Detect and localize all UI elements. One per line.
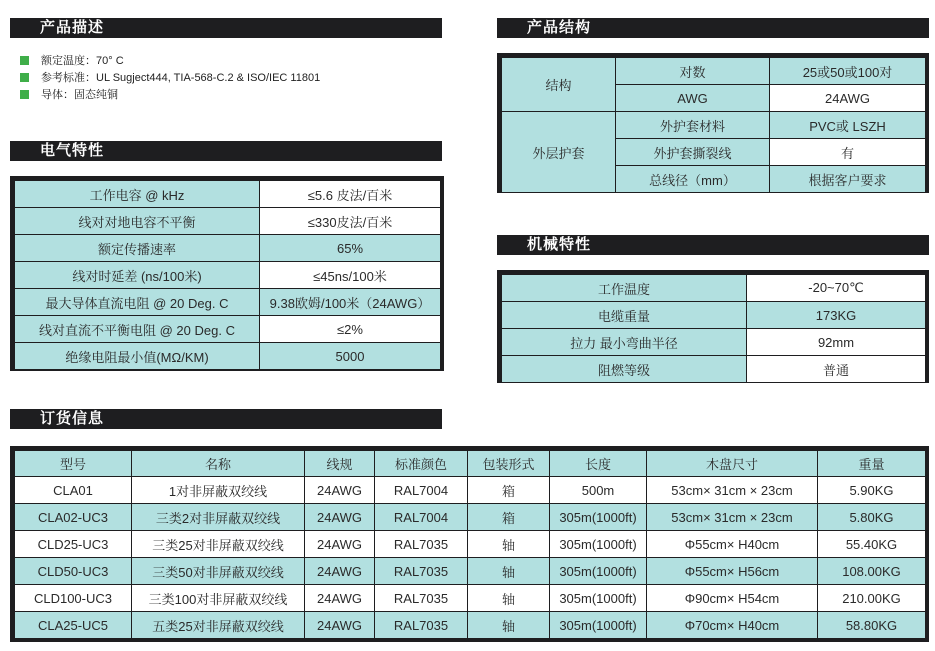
bullet-square-icon: [20, 56, 29, 65]
table-cell: 轴: [468, 612, 550, 639]
electrical-table: [14, 180, 441, 370]
structure-group-label: 结构: [502, 58, 616, 112]
spec-name: 线对直流不平衡电阻 @ 20 Deg. C: [15, 316, 260, 343]
table-row: [15, 531, 926, 558]
column-header: 包装形式: [468, 451, 550, 477]
spec-name: 总线径（mm）: [616, 166, 770, 193]
table-row: [15, 208, 441, 235]
column-header: 名称: [132, 451, 305, 477]
table-cell: Φ55cm× H56cm: [647, 558, 818, 585]
spec-name: 外护套材料: [616, 112, 770, 139]
table-cell: CLA01: [15, 477, 132, 504]
spec-value: ≤330皮法/百米: [260, 208, 441, 235]
ordering-table: [14, 450, 926, 639]
table-cell: 三类2对非屏蔽双绞线: [132, 504, 305, 531]
column-header: 长度: [550, 451, 647, 477]
spec-value: 65%: [260, 235, 441, 262]
spec-value: 9.38欧姆/100米（24AWG）: [260, 289, 441, 316]
description-list: [20, 53, 320, 104]
spec-name: 工作温度: [502, 275, 747, 302]
spec-value: 5000: [260, 343, 441, 370]
spec-name: 外护套撕裂线: [616, 139, 770, 166]
spec-value: PVC或 LSZH: [770, 112, 926, 139]
table-row: [15, 504, 926, 531]
spec-value: ≤5.6 皮法/百米: [260, 181, 441, 208]
table-cell: 305m(1000ft): [550, 585, 647, 612]
mechanical-table: [501, 274, 926, 383]
description-text: 导体：固态纯铜: [41, 89, 118, 101]
table-cell: 24AWG: [305, 612, 375, 639]
table-row: [15, 235, 441, 262]
table-cell: RAL7035: [375, 612, 468, 639]
table-cell: 24AWG: [305, 477, 375, 504]
table-row: [15, 343, 441, 370]
structure-group-label: 外层护套: [502, 112, 616, 193]
section-title-ordering: 订货信息: [10, 409, 442, 429]
table-cell: 5.80KG: [818, 504, 926, 531]
spec-value: ≤2%: [260, 316, 441, 343]
table-cell: 三类25对非屏蔽双绞线: [132, 531, 305, 558]
table-cell: CLA02-UC3: [15, 504, 132, 531]
table-cell: 箱: [468, 504, 550, 531]
table-row: [15, 262, 441, 289]
spec-name: AWG: [616, 85, 770, 112]
table-cell: CLD25-UC3: [15, 531, 132, 558]
section-title-structure: 产品结构: [497, 18, 929, 38]
table-cell: 55.40KG: [818, 531, 926, 558]
table-cell: CLD100-UC3: [15, 585, 132, 612]
section-title-electrical: 电气特性: [10, 141, 442, 161]
table-row: [15, 585, 926, 612]
table-cell: 53cm× 31cm × 23cm: [647, 477, 818, 504]
table-cell: 5.90KG: [818, 477, 926, 504]
table-cell: 箱: [468, 477, 550, 504]
table-cell: RAL7035: [375, 558, 468, 585]
list-item: [20, 53, 320, 70]
table-cell: 58.80KG: [818, 612, 926, 639]
spec-name: 线对时延差 (ns/100米): [15, 262, 260, 289]
description-text: 参考标准：UL Sugject444, TIA-568-C.2 & ISO/IEC 11801: [41, 72, 321, 84]
spec-value: 24AWG: [770, 85, 926, 112]
table-cell: 210.00KG: [818, 585, 926, 612]
description-text: 额定温度：70° C: [41, 55, 124, 67]
table-cell: 24AWG: [305, 531, 375, 558]
spec-value: ≤45ns/100米: [260, 262, 441, 289]
spec-name: 工作电容 @ kHz: [15, 181, 260, 208]
spec-name: 线对对地电容不平衡: [15, 208, 260, 235]
spec-name: 拉力 最小弯曲半径: [502, 329, 747, 356]
section-title-description: 产品描述: [10, 18, 442, 38]
bullet-square-icon: [20, 90, 29, 99]
spec-value: 25或50或100对: [770, 58, 926, 85]
table-header-row: [15, 451, 926, 477]
table-row: [15, 612, 926, 639]
table-cell: 轴: [468, 585, 550, 612]
table-cell: 500m: [550, 477, 647, 504]
table-cell: CLD50-UC3: [15, 558, 132, 585]
spec-name: 额定传播速率: [15, 235, 260, 262]
spec-name: 电缆重量: [502, 302, 747, 329]
table-row: [15, 558, 926, 585]
table-cell: RAL7004: [375, 504, 468, 531]
column-header: 型号: [15, 451, 132, 477]
table-cell: 24AWG: [305, 585, 375, 612]
spec-value: 有: [770, 139, 926, 166]
table-cell: 305m(1000ft): [550, 558, 647, 585]
table-cell: 五类25对非屏蔽双绞线: [132, 612, 305, 639]
table-cell: RAL7035: [375, 585, 468, 612]
spec-value: 173KG: [747, 302, 926, 329]
table-row: [15, 477, 926, 504]
table-cell: 305m(1000ft): [550, 531, 647, 558]
column-header: 标准颜色: [375, 451, 468, 477]
table-cell: 305m(1000ft): [550, 504, 647, 531]
table-cell: 三类50对非屏蔽双绞线: [132, 558, 305, 585]
spec-value: 普通: [747, 356, 926, 383]
table-cell: 三类100对非屏蔽双绞线: [132, 585, 305, 612]
structure-table: [501, 57, 926, 193]
table-row: [15, 316, 441, 343]
table-cell: RAL7035: [375, 531, 468, 558]
spec-name: 绝缘电阻最小值(MΩ/KM): [15, 343, 260, 370]
table-cell: CLA25-UC5: [15, 612, 132, 639]
table-row: [502, 302, 926, 329]
table-cell: Φ90cm× H54cm: [647, 585, 818, 612]
table-cell: 305m(1000ft): [550, 612, 647, 639]
table-cell: 53cm× 31cm × 23cm: [647, 504, 818, 531]
bullet-square-icon: [20, 73, 29, 82]
column-header: 木盘尺寸: [647, 451, 818, 477]
table-row: [502, 275, 926, 302]
table-cell: Φ55cm× H40cm: [647, 531, 818, 558]
table-cell: 轴: [468, 531, 550, 558]
table-row: [502, 356, 926, 383]
column-header: 线规: [305, 451, 375, 477]
spec-value: 92mm: [747, 329, 926, 356]
table-cell: 1对非屏蔽双绞线: [132, 477, 305, 504]
table-cell: 24AWG: [305, 558, 375, 585]
spec-value: 根据客户要求: [770, 166, 926, 193]
table-cell: 24AWG: [305, 504, 375, 531]
spec-name: 阻燃等级: [502, 356, 747, 383]
table-row: [15, 289, 441, 316]
column-header: 重量: [818, 451, 926, 477]
table-cell: Φ70cm× H40cm: [647, 612, 818, 639]
table-cell: 轴: [468, 558, 550, 585]
table-cell: 108.00KG: [818, 558, 926, 585]
table-row: [502, 329, 926, 356]
table-row: [15, 181, 441, 208]
table-row: [502, 112, 926, 139]
spec-value: -20~70℃: [747, 275, 926, 302]
section-title-mechanical: 机械特性: [497, 235, 929, 255]
spec-name: 最大导体直流电阻 @ 20 Deg. C: [15, 289, 260, 316]
table-row: [502, 58, 926, 85]
table-cell: RAL7004: [375, 477, 468, 504]
list-item: [20, 87, 320, 104]
list-item: [20, 70, 320, 87]
spec-name: 对数: [616, 58, 770, 85]
